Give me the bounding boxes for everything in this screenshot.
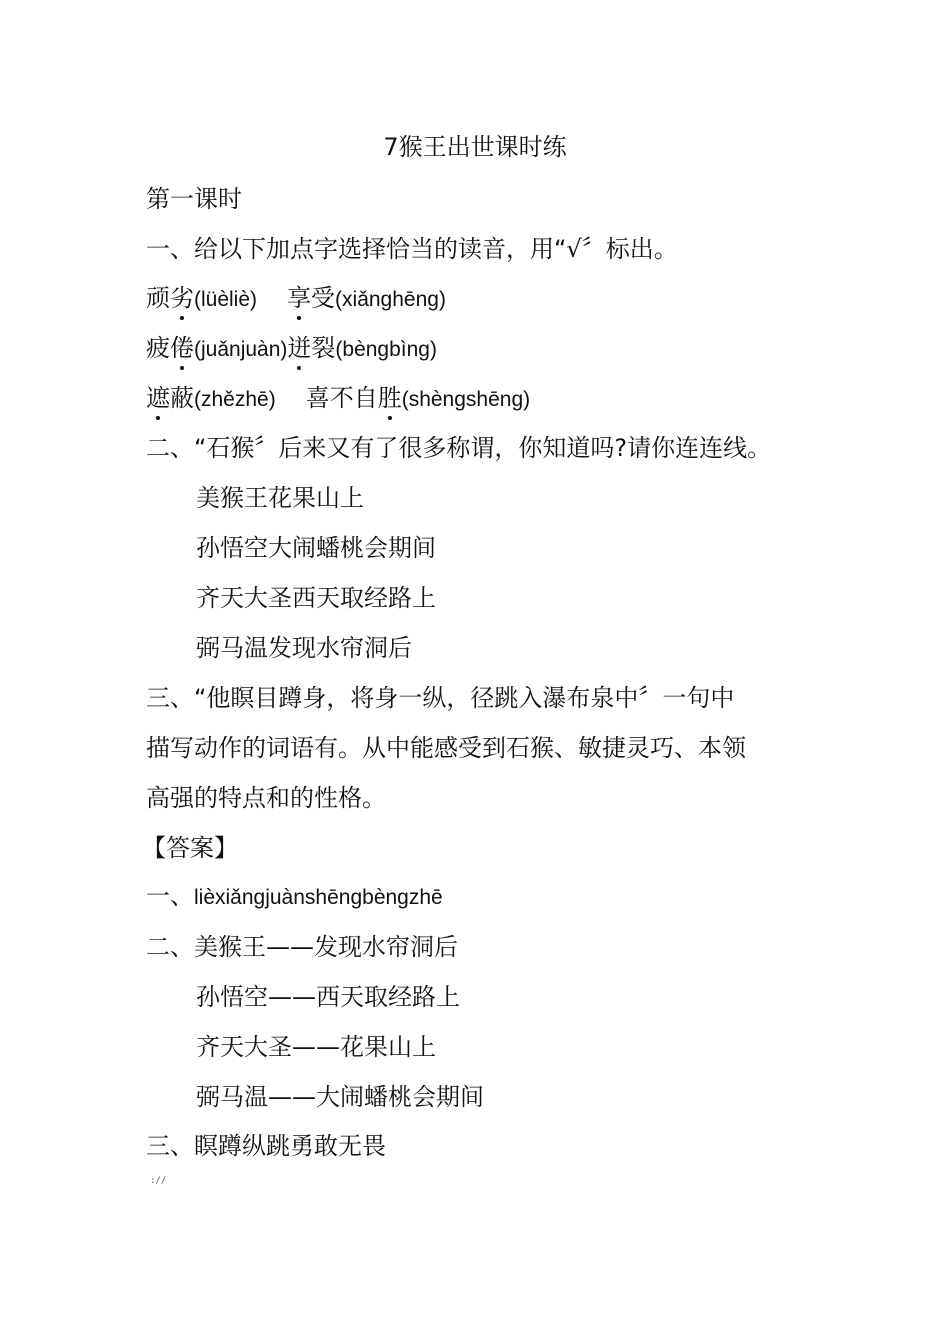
q1-item-1: [146, 284, 257, 312]
q2-row: 孙悟空大闹蟠桃会期间: [196, 534, 436, 562]
q1-item-3-pre: 疲: [146, 334, 170, 362]
q1-item-1-pinyin: (lüèliè): [194, 288, 258, 311]
lesson-subtitle: 第一课时: [146, 185, 242, 213]
q1-item-3-dotted-char: 倦: [170, 334, 194, 362]
answer-3: 三、瞑蹲纵跳勇敢无畏: [146, 1132, 386, 1160]
answer-2-first: 二、美猴王——发现水帘洞后: [146, 933, 458, 961]
q1-item-6-dotted-char: 胜: [377, 384, 402, 412]
q2-row: 弼马温发现水帘洞后: [196, 634, 412, 662]
q1-item-2-dotted-char: 享: [287, 284, 312, 312]
answer-1: [146, 881, 443, 913]
page-title: 7猴王出世课时练: [383, 133, 567, 161]
q1-item-2: [287, 284, 446, 312]
q1-item-1-pre: 顽: [146, 284, 170, 312]
q2-row: 齐天大圣西天取经路上: [196, 584, 436, 612]
q1-item-5-post: 蔽: [170, 384, 194, 412]
q1-item-4-dotted-char: 迸: [287, 334, 312, 362]
answer-1-label: 一、: [146, 882, 194, 910]
q1-item-6-pinyin: (shèngshēng): [401, 388, 531, 411]
q1-item-6: [306, 384, 530, 412]
q3-line: 三、“他瞑目蹲身，将身一纵，径跳入瀑布泉中〞一句中: [146, 684, 735, 712]
q1-item-2-pinyin: (xiǎnghēng): [335, 288, 446, 311]
q1-row-2: [146, 333, 437, 365]
q1-item-4: [287, 334, 437, 362]
answer-2-row: 孙悟空——西天取经路上: [196, 983, 460, 1011]
q2-prompt: 二、“石猴〞后来又有了很多称谓，你知道吗?请你连连线。: [146, 434, 772, 462]
q1-row-3: [146, 383, 530, 415]
q1-item-3-pinyin: (juǎnjuàn): [194, 338, 288, 361]
q1-item-5-pinyin: (zhězhē): [194, 388, 276, 411]
q3-line: 高强的特点和的性格。: [146, 784, 386, 812]
q1-row-1: [146, 283, 446, 315]
q1-prompt: 一、给以下加点字选择恰当的读音，用“√〞标出。: [146, 235, 678, 263]
answer-2-row: 弼马温——大闹蟠桃会期间: [196, 1083, 484, 1111]
footer-mark: ://: [150, 1176, 167, 1186]
q1-item-4-post: 裂: [311, 334, 336, 362]
q1-item-5: [146, 384, 276, 412]
answer-2-row: 齐天大圣——花果山上: [196, 1033, 436, 1061]
q3-line: 描写动作的词语有。从中能感受到石猴、敏捷灵巧、本领: [146, 734, 746, 762]
q2-row: 美猴王花果山上: [196, 484, 364, 512]
q1-item-2-post: 受: [311, 284, 336, 312]
q1-item-3: [146, 334, 287, 362]
q1-item-4-pinyin: (bèngbìng): [335, 338, 437, 361]
q1-item-6-pre: 喜不自: [305, 384, 378, 412]
answer-heading: 【答案】: [142, 834, 238, 862]
q1-item-1-dotted-char: 劣: [170, 284, 194, 312]
answer-1-pinyin: lièxiǎngjuànshēngbèngzhē: [194, 886, 443, 909]
q1-item-5-dotted-char: 遮: [146, 384, 170, 412]
